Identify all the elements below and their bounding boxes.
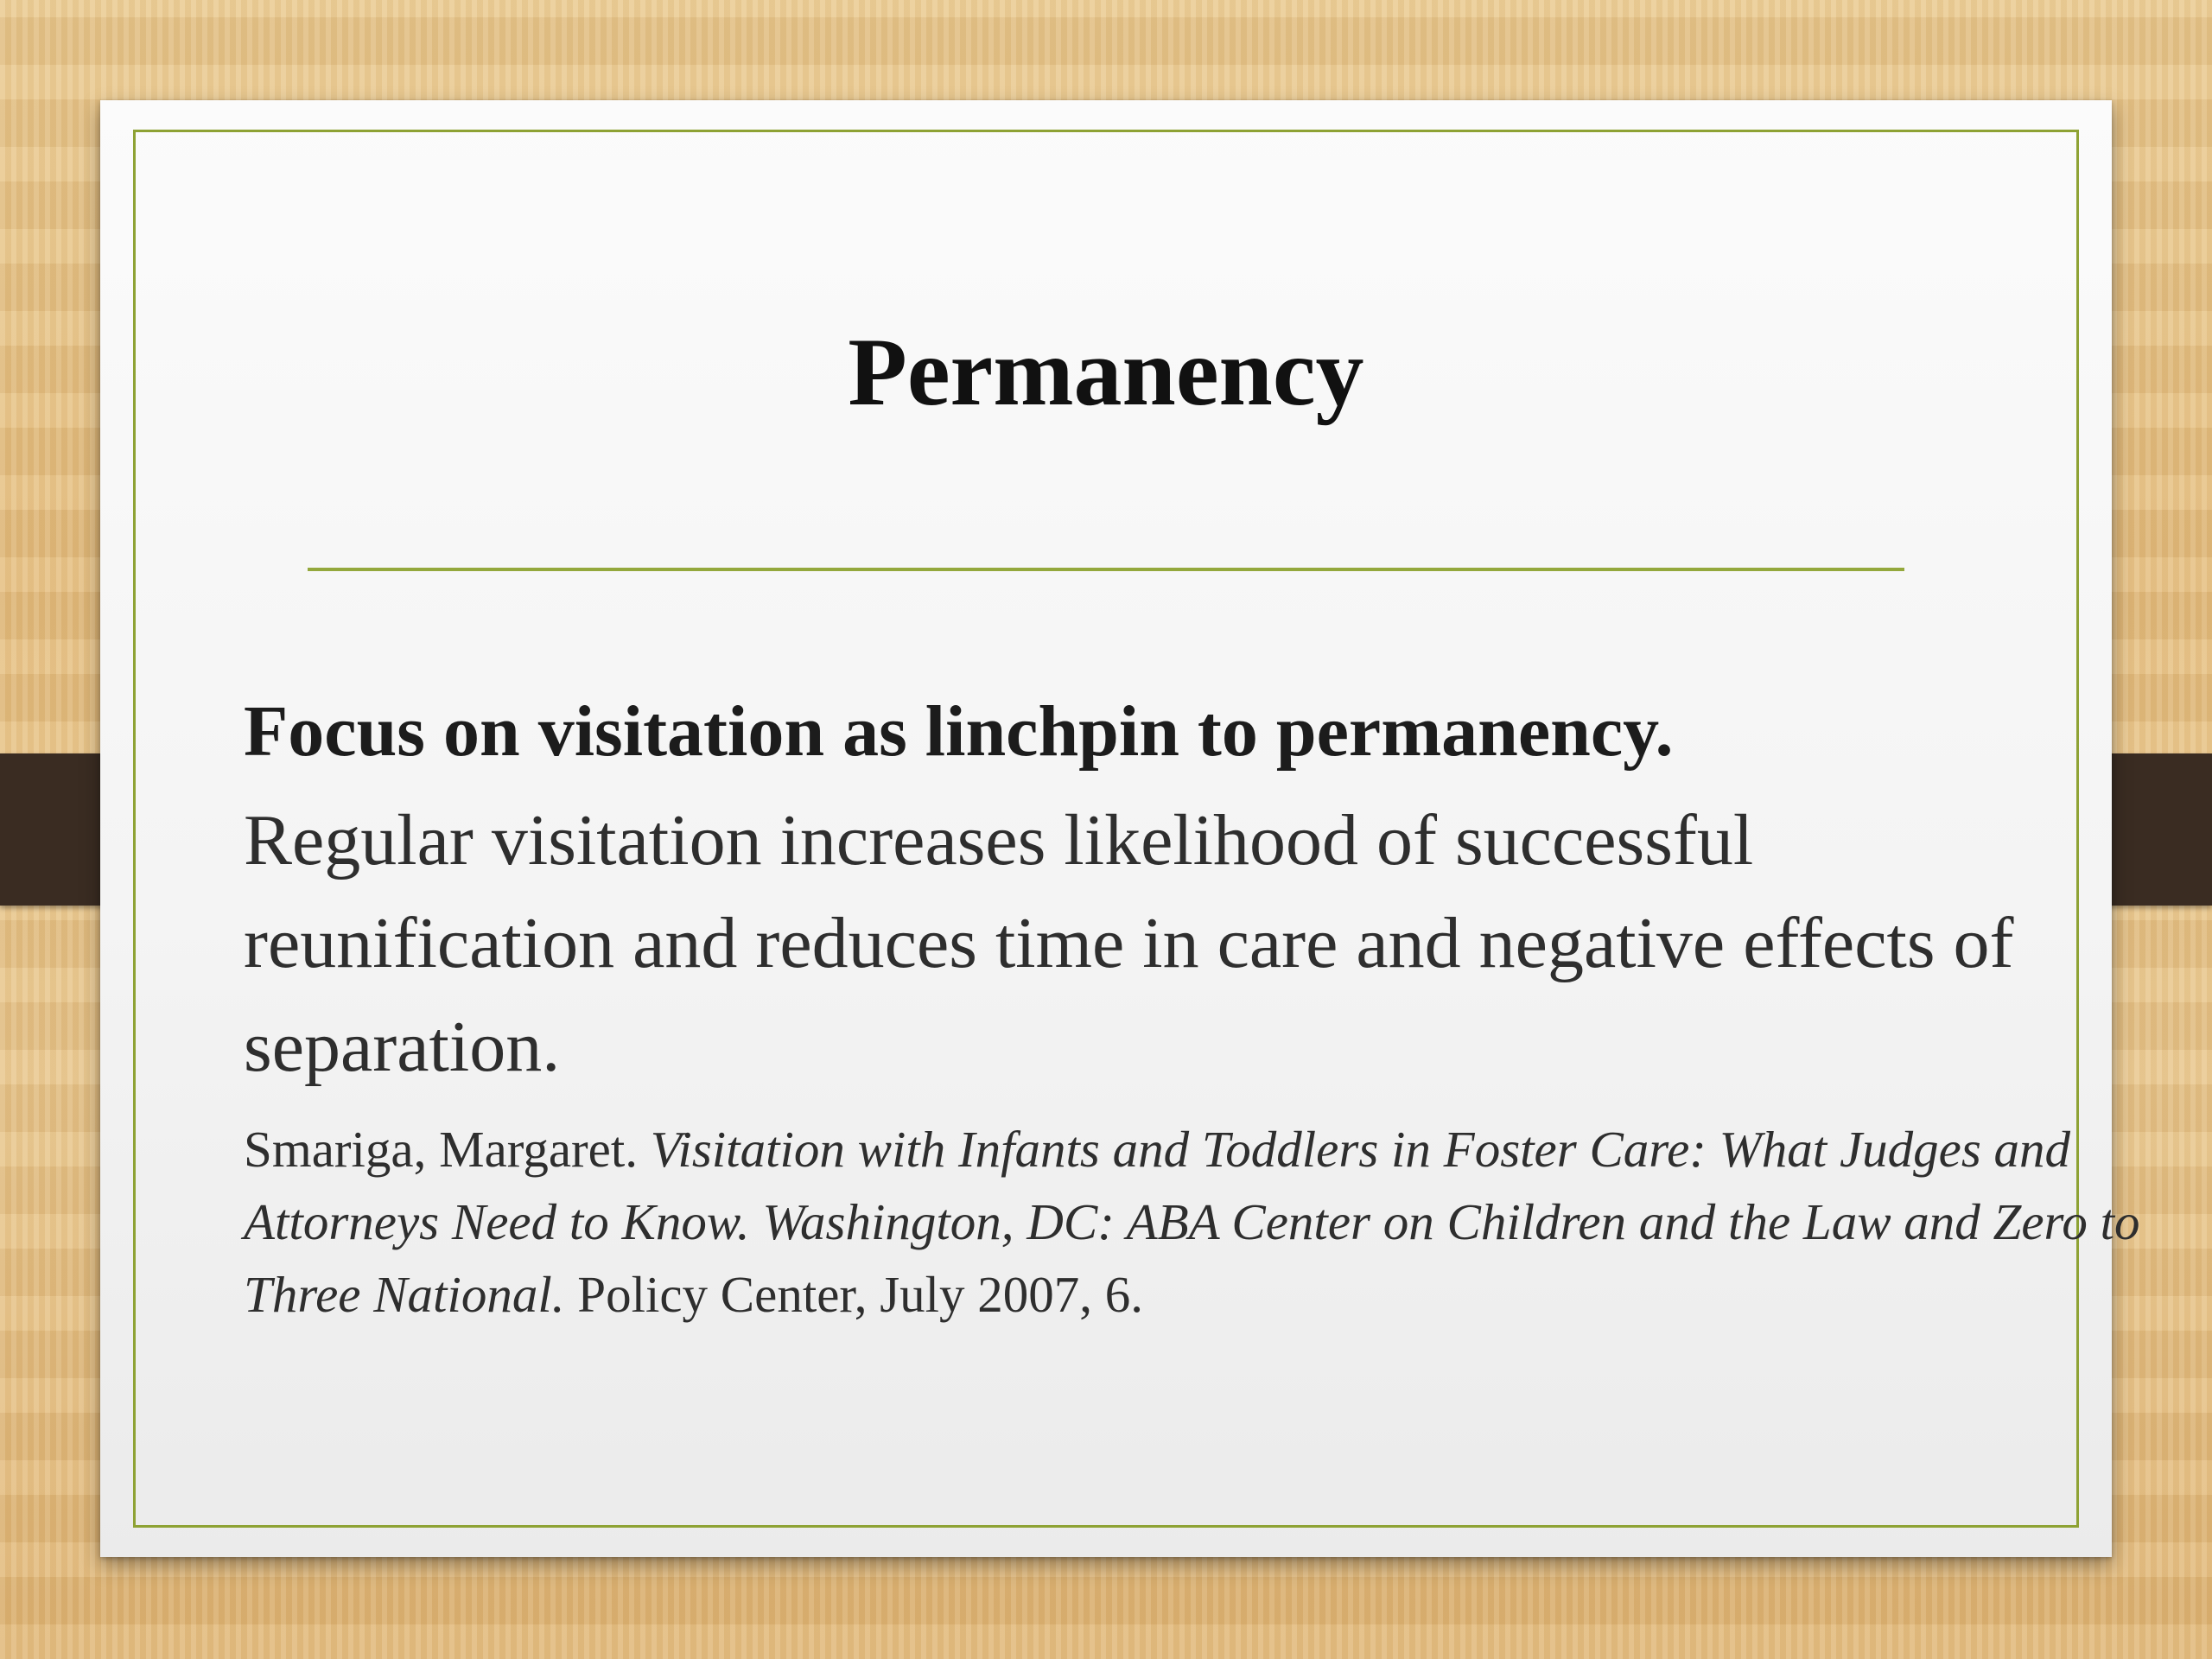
lead-statement: Focus on visitation as linchpin to permanency. [244, 691, 1674, 772]
slide-card [100, 100, 2140, 1557]
citation-publisher: Policy Center, July 2007, 6. [564, 1265, 1144, 1323]
body-paragraph: Regular visitation increases likelihood of successful reunification and reduces time in care and negative effects of separation. [244, 800, 2014, 1087]
citation-author: Smariga, Margaret. [244, 1120, 651, 1178]
slide-content [244, 684, 2196, 1331]
title-divider [308, 568, 1904, 571]
slide-title: Permanency [848, 319, 1364, 426]
citation [244, 1114, 2196, 1331]
citation-work-title: Visitation with Infants and Toddlers in Foster Care: What Judges and Attorneys Need to Know. Washington, DC: ABA Center on Children and the Law and Zero to Three National. [244, 1120, 2140, 1323]
